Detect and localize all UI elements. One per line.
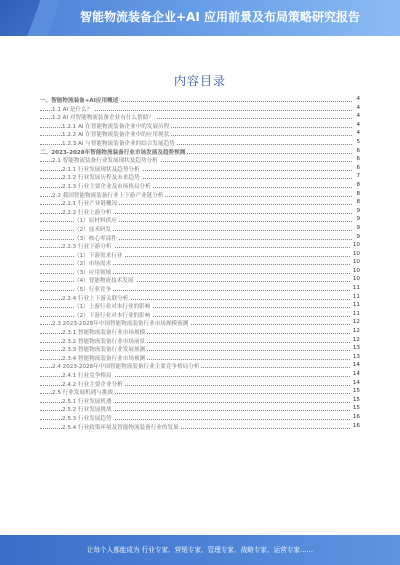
toc-entry[interactable] <box>40 294 360 303</box>
toc-entry[interactable] <box>40 319 360 328</box>
toc-entry-text: 2.1.2 行业发展历程及未来趋势 <box>62 175 140 182</box>
toc-entry-text: 1.2.1 AI 在智能物流装备企业中的发展历程 <box>62 123 170 130</box>
toc-entry-text: （2）下游行业对本行业的影响 <box>74 312 151 319</box>
footer-slogan: 让每个人都能成为 行业专家、营销专家、管理专家、战略专家、运营专家…… <box>86 546 314 554</box>
toc-entry-text: 2.3.2 智能物流装备行业市场前景 <box>62 338 146 345</box>
toc-entry-page: 9 <box>356 216 360 223</box>
toc-entry-page: 4 <box>356 113 360 120</box>
toc-entry[interactable] <box>40 96 360 105</box>
toc-entry-page: 8 <box>356 181 360 188</box>
toc-entry[interactable] <box>40 302 360 311</box>
toc-entry[interactable] <box>40 405 360 414</box>
toc-entry-text: 2.5.2 行业发展挑战 <box>62 407 112 414</box>
toc-entry[interactable] <box>40 380 360 389</box>
toc-entry-page: 15 <box>352 396 360 403</box>
toc-entry-text: 2.3.3 智能物流装备行业发展预测 <box>62 347 146 354</box>
toc-entry-page: 13 <box>352 345 360 352</box>
toc-entry[interactable] <box>40 311 360 320</box>
toc-entry-text: （2）技术研发 <box>74 226 112 233</box>
toc-entry[interactable] <box>40 414 360 423</box>
toc-entry-page: 4 <box>356 130 360 137</box>
toc-entry-page: 5 <box>356 138 360 145</box>
toc-entry-text: 2.3 2023-2028年中国智能物流装备行业市场规模预测 <box>52 321 189 328</box>
toc-entry-text: 2.5.4 行业政策环境及智能物流装备行业的发展 <box>62 424 179 431</box>
toc-entry-text: 2.1 智能物流装备行业发展现状及趋势分析 <box>52 158 158 165</box>
report-header-banner <box>0 0 400 36</box>
toc-entry-text: 2.2.4 行业上下游关联分析 <box>62 295 129 302</box>
toc-entry[interactable] <box>40 276 360 285</box>
toc-entry[interactable] <box>40 199 360 208</box>
toc-entry-page: 11 <box>352 310 360 317</box>
toc-entry-page: 15 <box>352 388 360 395</box>
toc-entry-page: 4 <box>356 96 360 102</box>
toc-entry-page: 15 <box>352 405 360 412</box>
toc-entry-text: 2.2 我国智能物流装备行业上下游产业链分析 <box>52 192 164 199</box>
toc-entry[interactable] <box>40 156 360 165</box>
toc-entry-page: 6 <box>356 156 360 163</box>
toc-entry[interactable] <box>40 285 360 294</box>
toc-entry-text: 2.1.1 行业发展现状及趋势分析 <box>62 166 140 173</box>
toc-entry-page: 8 <box>356 199 360 206</box>
toc-entry[interactable] <box>40 362 360 371</box>
toc-entry[interactable] <box>40 251 360 260</box>
toc-entry-text: 二、2023-2028年智能物流装备行业市场发展及趋势预测 <box>40 149 186 156</box>
toc-entry[interactable] <box>40 328 360 337</box>
toc-entry[interactable] <box>40 337 360 346</box>
toc-entry[interactable] <box>40 345 360 354</box>
toc-entry-page: 14 <box>352 379 360 386</box>
toc-entry-text: （3）应用领域 <box>74 269 112 276</box>
toc-entry-page: 6 <box>356 147 360 154</box>
toc-entry-text: （1）上游行业对本行业的影响 <box>74 304 151 311</box>
toc-entry-page: 4 <box>356 121 360 128</box>
toc-entry-text: 2.1.3 行业主要企业及市场格局分析 <box>62 183 151 190</box>
toc-entry-page: 16 <box>352 413 360 420</box>
toc-entry-text: 1.2.3 AI 与智能物流装备企业的结合发展趋势 <box>62 140 175 147</box>
toc-entry[interactable] <box>40 216 360 225</box>
toc-entry-text: 2.4 2023-2028年中国智能物流装备行业主要竞争格局分析 <box>52 364 200 371</box>
toc-entry-page: 10 <box>352 259 360 266</box>
toc-entry-text: 1.2 AI 对智能物流装备企业有什么帮助？ <box>52 115 154 122</box>
toc-entry-page: 8 <box>356 190 360 197</box>
toc-entry-page: 10 <box>352 267 360 274</box>
toc-entry-text: （5）行业竞争 <box>74 287 112 294</box>
toc-entry[interactable] <box>40 242 360 251</box>
toc-entry-page: 9 <box>356 207 360 214</box>
toc-entry[interactable] <box>40 259 360 268</box>
toc-entry-text: 1.1 AI 是什么？ <box>52 106 93 113</box>
toc-entry[interactable] <box>40 105 360 114</box>
toc-entry-page: 14 <box>352 371 360 377</box>
toc-entry-page: 10 <box>352 242 360 249</box>
toc-entry[interactable] <box>40 225 360 234</box>
toc-entry-text: （1）原材料供应 <box>74 218 117 225</box>
table-of-contents <box>40 96 360 431</box>
toc-entry-text: （1）下游需求行业 <box>74 252 123 259</box>
toc-entry[interactable] <box>40 371 360 380</box>
toc-entry-page: 4 <box>356 104 360 111</box>
toc-entry-text: （3）核心零部件 <box>74 235 117 242</box>
toc-entry-page: 16 <box>352 422 360 429</box>
toc-entry[interactable] <box>40 208 360 217</box>
toc-entry-page: 11 <box>352 285 360 292</box>
toc-entry[interactable] <box>40 388 360 397</box>
toc-entry-page: 12 <box>352 336 360 343</box>
toc-entry-text: 2.4.1 行业竞争格局 <box>62 373 112 379</box>
toc-entry[interactable] <box>40 423 360 432</box>
toc-entry-text: 2.3.4 智能物流装备行业市场预测 <box>62 355 146 362</box>
toc-entry-text: 2.2.2 行业上游分析 <box>62 209 112 216</box>
toc-entry-page: 10 <box>352 276 360 283</box>
toc-entry[interactable] <box>40 182 360 191</box>
header-accent-stripe <box>0 0 44 36</box>
toc-entry[interactable] <box>40 173 360 182</box>
toc-entry-text: （2）市场需求 <box>74 261 112 268</box>
toc-entry-page: 10 <box>352 250 360 257</box>
toc-entry[interactable] <box>40 397 360 406</box>
toc-entry[interactable] <box>40 191 360 200</box>
toc-entry-text: （4）智能物流技术发展 <box>74 278 134 285</box>
toc-heading: 内容目录 <box>173 74 226 88</box>
toc-entry-page: 14 <box>352 362 360 369</box>
toc-entry-text: 2.4.2 行业主要企业分析 <box>62 381 123 388</box>
toc-entry[interactable] <box>40 139 360 148</box>
toc-entry[interactable] <box>40 148 360 157</box>
toc-entry[interactable] <box>40 122 360 131</box>
toc-entry-text: 2.5.3 行业发展趋势 <box>62 415 112 422</box>
toc-entry[interactable] <box>40 165 360 174</box>
toc-entry[interactable] <box>40 130 360 139</box>
toc-entry-page: 12 <box>352 319 360 326</box>
toc-entry-text: 1.2.2 AI 在智能物流装备企业中的应用现状 <box>62 132 170 139</box>
footer-banner <box>0 535 400 565</box>
toc-entry-page: 11 <box>352 293 360 300</box>
toc-entry-text: 2.2.3 行业下游分析 <box>62 244 112 251</box>
report-title: 智能物流装备企业+AI 应用前景及布局策略研究报告 <box>80 10 360 24</box>
toc-entry-page: 9 <box>356 233 360 240</box>
toc-entry-text: 2.3.1 智能物流装备行业市场规模 <box>62 330 146 337</box>
toc-entry-text: 2.5 行业发展机遇与挑战 <box>52 390 114 397</box>
toc-entry-page: 7 <box>356 173 360 180</box>
toc-entry-page: 12 <box>352 328 360 335</box>
toc-entry-text: 2.2.1 行业产业链概况 <box>62 201 118 208</box>
toc-entry[interactable] <box>40 113 360 122</box>
toc-entry-page: 13 <box>352 353 360 360</box>
toc-entry[interactable] <box>40 268 360 277</box>
toc-entry[interactable] <box>40 354 360 363</box>
toc-entry-page: 11 <box>352 302 360 309</box>
toc-entry-page: 9 <box>356 224 360 231</box>
toc-entry-text: 一、智能物流装备+AI应用概述 <box>40 98 119 104</box>
toc-entry[interactable] <box>40 234 360 243</box>
toc-entry-text: 2.5.1 行业发展机遇 <box>62 398 112 405</box>
toc-entry-page: 6 <box>356 164 360 171</box>
